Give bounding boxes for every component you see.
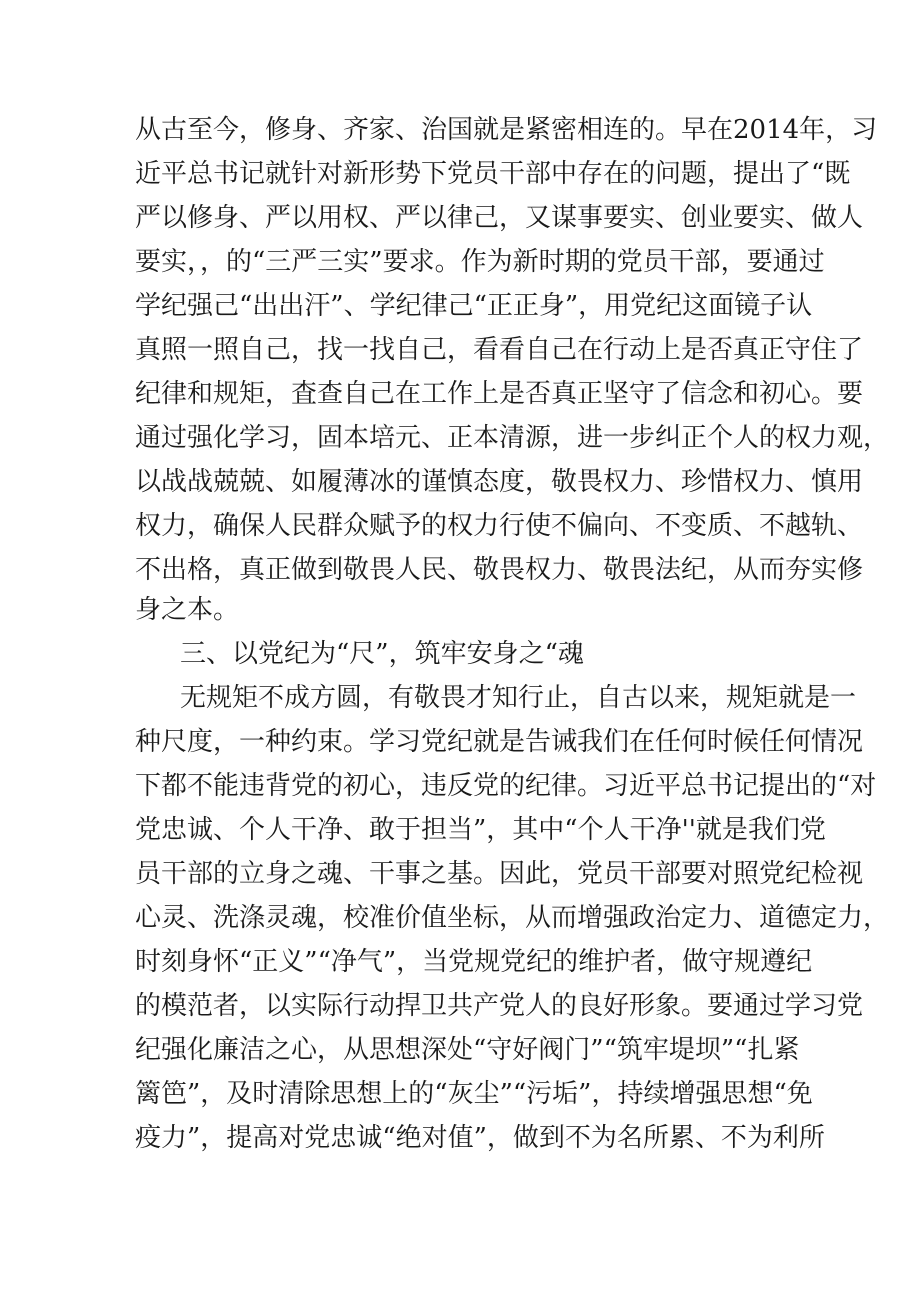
- paragraph-line: 真照一照自己，找一找自己，看看自己在行动上是否真正守住了: [135, 335, 864, 365]
- paragraph-line: 纪强化廉洁之心，从思想深处“守好阀门”“筑牢堤坝”“扎紧: [135, 1035, 800, 1065]
- paragraph-line: 疫力”，提高对党忠诚“绝对值”，做到不为名所累、不为利所: [135, 1123, 825, 1153]
- paragraph-line: 通过强化学习，固本培元、正本清源，进一步纠正个人的权力观，: [135, 423, 890, 453]
- paragraph-line: 从古至今，修身、齐家、治国就是紧密相连的。早在2014年，习: [135, 115, 878, 145]
- paragraph-line: 的模范者，以实际行动捍卫共产党人的良好形象。要通过学习党: [135, 991, 864, 1021]
- paragraph-line: 学纪强己“出出汗”、学纪律己“正正身”，用党纪这面镜子认: [135, 291, 813, 321]
- paragraph-line: 心灵、洗涤灵魂，校准价值坐标，从而增强政治定力、道德定力，: [135, 903, 890, 933]
- paragraph-line: 篱笆”，及时清除思想上的“灰尘”“污垢”，持续增强思想“免: [135, 1079, 813, 1109]
- paragraph-line: 严以修身、严以用权、严以律己，又谋事要实、创业要实、做人: [135, 203, 864, 233]
- paragraph-line: 党忠诚、个人干净、敢于担当”，其中“个人干净''就是我们党: [135, 815, 826, 845]
- section-heading: 三、以党纪为“尺”，筑牢安身之“魂: [180, 639, 584, 669]
- paragraph-line: 员干部的立身之魂、干事之基。因此，党员干部要对照党纪检视: [135, 859, 864, 889]
- paragraph-line: 下都不能违背党的初心，违反党的纪律。习近平总书记提出的“对: [135, 771, 877, 801]
- paragraph-line: 身之本。: [135, 595, 240, 625]
- paragraph-line: 时刻身怀“正义”“净气”，当党规党纪的维护者，做守规遵纪: [135, 947, 813, 977]
- paragraph-line: 近平总书记就针对新形势下党员干部中存在的问题，提出了“既: [135, 159, 851, 189]
- paragraph-line: 纪律和规矩，査查自己在工作上是否真正坚守了信念和初心。要: [135, 379, 864, 409]
- paragraph-line: 要实，，的“三严三实”要求。作为新时期的党员干部，要通过: [135, 247, 825, 277]
- paragraph-line: 种尺度，一种约束。学习党纪就是告诫我们在任何时候任何情况: [135, 727, 864, 757]
- paragraph-line: 无规矩不成方圆，有敬畏才知行止，自古以来，规矩就是一: [180, 683, 857, 713]
- paragraph-line: 以战战兢兢、如履薄冰的谨慎态度，敬畏权力、珍惜权力、慎用: [135, 467, 864, 497]
- paragraph-line: 不出格，真正做到敬畏人民、敬畏权力、敬畏法纪，从而夯实修: [135, 555, 864, 585]
- paragraph-line: 权力，确保人民群众赋予的权力行使不偏向、不变质、不越轨、: [135, 511, 864, 541]
